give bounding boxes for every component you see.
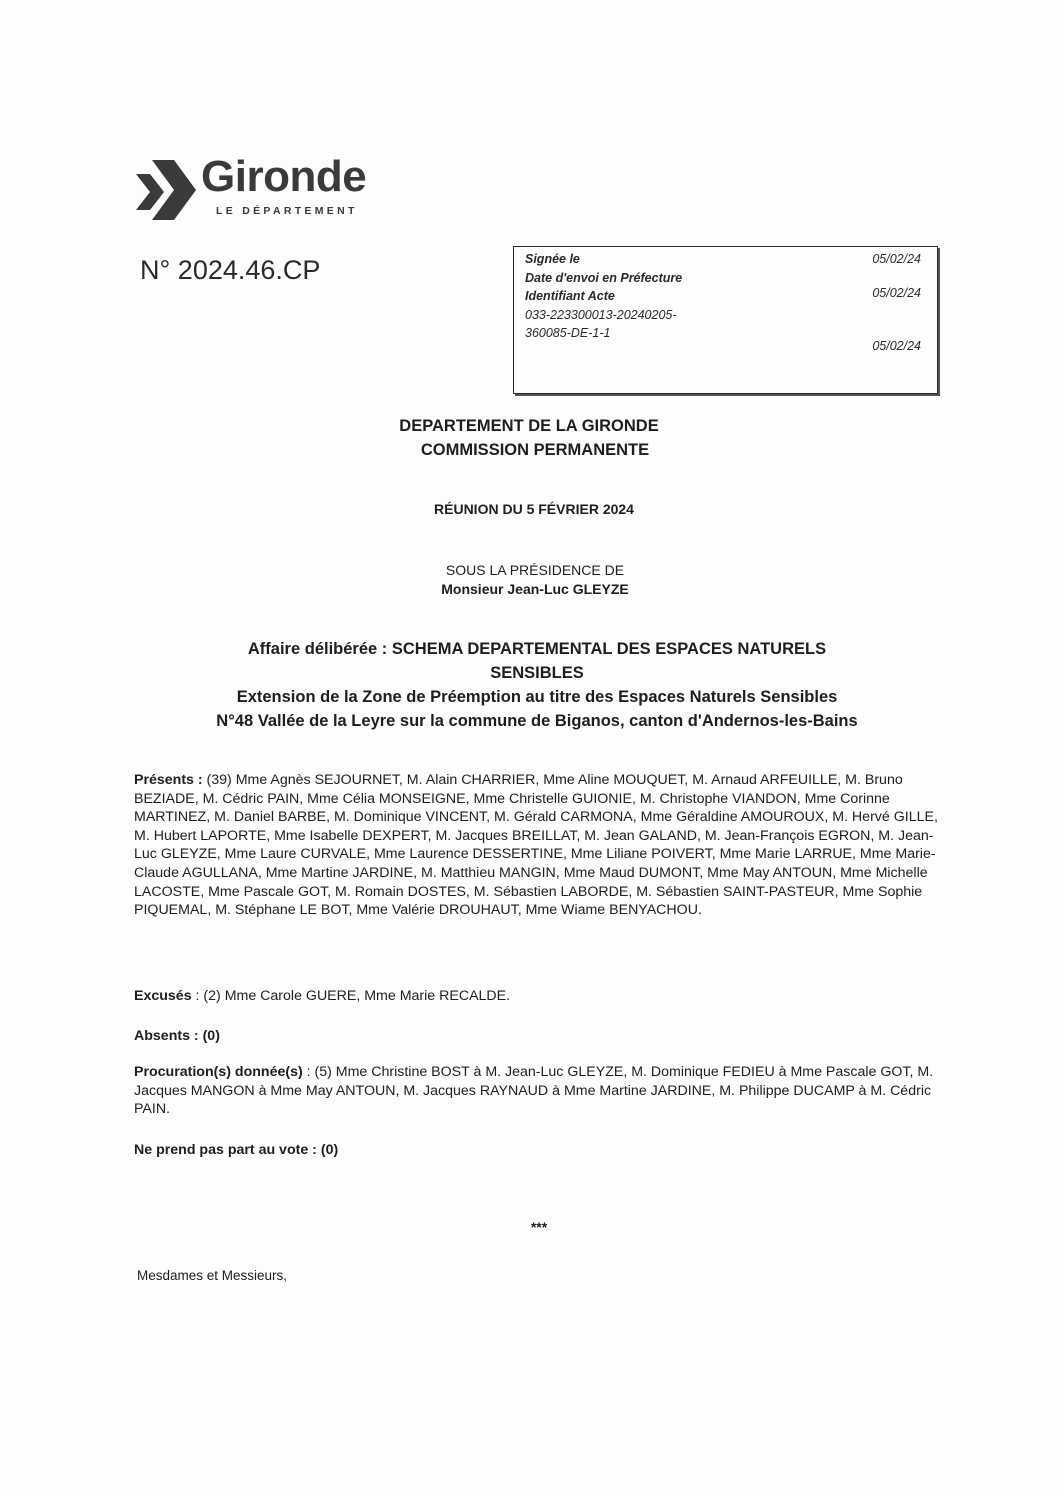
commission-title: COMMISSION PERMANENTE (420, 441, 650, 459)
procurations-list: : (5) Mme Christine BOST à M. Jean-Luc GLEYZE, M. Dominique FEDIEU à Mme Pascale GOT, M. Jacques MANGON à Mme May ANTOUN, M. Jacques RAYNAUD à Mme Martine JARDINE, M. Philippe DUCAMP à M. Cédric PAIN. (134, 1064, 934, 1118)
id-label: Identifiant Acte (525, 289, 615, 303)
document-number: N° 2024.46.CP (140, 255, 321, 285)
presents-paragraph (134, 771, 946, 920)
sent-date: 05/02/24 (872, 286, 921, 300)
no-vote-label: Ne prend pas part au vote : (0) (134, 1142, 339, 1158)
transmission-stamp-box (513, 246, 938, 394)
presents-label: Présents : (134, 772, 203, 788)
meeting-date: RÉUNION DU 5 FÉVRIER 2024 (434, 501, 634, 517)
sent-label: Date d'envoi en Préfecture (525, 271, 683, 285)
excuses-list: : (2) Mme Carole GUERE, Mme Marie RECALDE. (191, 988, 511, 1004)
gironde-logo (134, 152, 384, 228)
signed-date: 05/02/24 (872, 252, 921, 266)
president-name: Monsieur Jean-Luc GLEYZE (441, 581, 629, 597)
separator-stars: *** (530, 1219, 548, 1235)
procurations-paragraph (134, 1063, 946, 1119)
signed-label: Signée le (525, 252, 580, 266)
absents-label: Absents : (0) (134, 1028, 220, 1044)
absents-paragraph (134, 1027, 946, 1046)
gironde-logo-icon (134, 158, 198, 224)
no-vote-paragraph (134, 1141, 946, 1160)
affaire-line-4: N°48 Vallée de la Leyre sur la commune de Biganos, canton d'Andernos-les-Bains (216, 712, 858, 730)
presents-list: (39) Mme Agnès SEJOURNET, M. Alain CHARRIER, Mme Aline MOUQUET, M. Arnaud ARFEUILLE, M. Bruno BEZIADE, M. Cédric PAIN, Mme Célia MONSEIGNE, Mme Christelle GUIONIE, M. Christophe VIANDON, Mme Corinne MARTINEZ, M. Daniel BARBE, M. Dominique VINCENT, M. Gérald CARMONA, Mme Géraldine AMOUROUX, M. Hervé GILLE, M. Hubert LAPORTE, Mme Isabelle DEXPERT, M. Jacques BREILLAT, M. Jean GALAND, M. Jean-François EGRON, M. Jean-Luc GLEYZE, Mme Laure CURVALE, Mme Laurence DESSERTINE, Mme Liliane POIVERT, Mme Marie LARRUE, Mme Marie-Claude AGULLANA, Mme Martine JARDINE, M. Matthieu MANGIN, Mme Maud DUMONT, Mme May ANTOUN, Mme Michelle LACOSTE, Mme Pascale GOT, M. Romain DOSTES, M. Sébastien LABORDE, M. Sébastien SAINT-PASTEUR, Mme Sophie PIQUEMAL, M. Stéphane LE BOT, Mme Valérie DROUHAUT, Mme Wiame BENYACHOU. (134, 772, 938, 919)
excuses-label: Excusés (134, 988, 192, 1004)
department-title: DEPARTEMENT DE LA GIRONDE (399, 417, 659, 435)
affaire-line-3: Extension de la Zone de Préemption au titre des Espaces Naturels Sensibles (236, 688, 838, 706)
presidency-label: SOUS LA PRÉSIDENCE DE (445, 562, 625, 578)
affaire-line-2: SENSIBLES (490, 664, 584, 682)
excuses-paragraph (134, 987, 946, 1006)
id-date: 05/02/24 (872, 339, 921, 353)
logo-tagline: LE DÉPARTEMENT (216, 205, 358, 217)
procurations-label: Procuration(s) donnée(s) (134, 1064, 303, 1080)
affaire-heading (8, 637, 1058, 733)
id-value-line2: 360085-DE-1-1 (525, 326, 611, 340)
salutation: Mesdames et Messieurs, (137, 1268, 288, 1283)
affaire-line-1: Affaire délibérée : SCHEMA DEPARTEMENTAL DES ESPACES NATURELS (247, 640, 827, 658)
id-value-line1: 033-223300013-20240205- (525, 308, 677, 322)
logo-wordmark: Gironde (201, 152, 367, 201)
